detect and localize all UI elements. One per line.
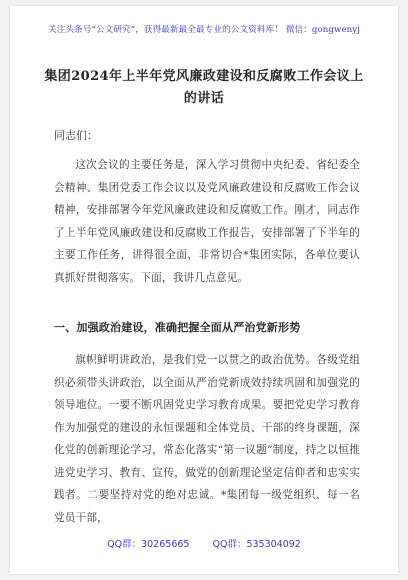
section-heading-1: 一、加强政治建设，准确把握全面从严治党新形势 [54, 321, 301, 334]
document-page [10, 6, 398, 574]
footer-qq-groups [10, 536, 398, 550]
body-paragraph-2: 旗帜鲜明讲政治，是我们党一以贯之的政治优势。各级党组织必须带头讲政治，以全面从严治党新成效持续巩固和加强党的领导地位。一要不断巩固党史学习教育成果。要把党史学习教育作为加强党的建设的永恒课题和全体党员、干部的终身课题，深化党的创新理论学习，常态化落实“第一议题”制度，持之以恒推进党史学习、教育、宣传，做党的创新理论坚定信仰者和忠实实践者。二要坚持对党的绝对忠诚。*集团每一级党组织、每一名党员干部， [54, 354, 360, 524]
qq-group-1[interactable]: QQ群：30265665 [107, 539, 190, 550]
salutation: 同志们： [54, 129, 98, 142]
promo-banner[interactable]: 关注头条号“公文研究”，获得最新最全最专业的公文资料库！ 微信：gongwenyj [47, 25, 361, 35]
document-title: 集团2024年上半年党风廉政建设和反腐败工作会议上的讲话 [44, 69, 364, 106]
body-paragraph-1: 这次会议的主要任务是，深入学习贯彻中央纪委、省纪委全会精神、集团党委工作会议以及党风廉政建设和反腐败工作会议精神，安排部署今年党风廉政建设和反腐败工作。刚才，同志作了上半年党风廉政建设和反腐败工作报告，安排部署了下半年的主要工作任务，讲得很全面，非常切合*集团实际，各单位要认真抓好贯彻落实。下面，我讲几点意见。 [54, 159, 360, 284]
qq-group-2[interactable]: QQ群：535304092 [212, 539, 301, 550]
